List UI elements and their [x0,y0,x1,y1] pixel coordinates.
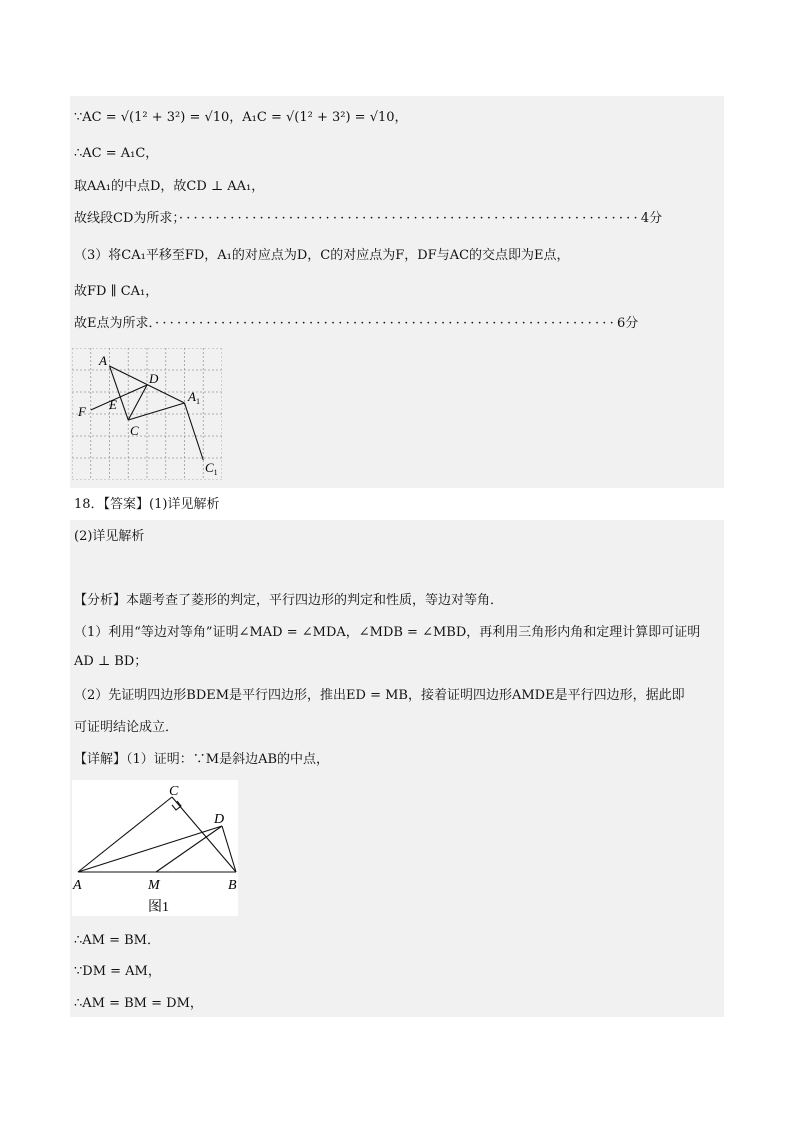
text-line [74,210,662,228]
text-line: 【分析】本题考查了菱形的判定，平行四边形的判定和性质，等边对等角． [74,593,504,608]
text-line: ∴AM = BM． [74,933,160,948]
text-fragment: 故线段CD为所求； [74,211,179,226]
figure-caption: 图1 [148,900,169,915]
text-line: （2）先证明四边形BDEM是平行四边形，推出ED = MB，接着证明四边形AMDE是平行四边形，据此即 [74,688,685,703]
text-line: ∴AM = BM = DM， [74,996,203,1011]
text-line: (2)详见解析 [74,529,145,544]
label-C1: $C_1$ [205,460,218,477]
label-E: E [109,397,117,412]
label-M: M [148,878,160,893]
label-A: A [73,878,82,893]
dot-leader: ······························································· [155,316,617,331]
label-D: D [214,812,225,827]
label-F: F [78,404,86,419]
text-line: ∵AC = √(1² + 3²) = √10，A₁C = √(1² + 3²) = √10， [74,110,408,125]
text-line: 【详解】（1）证明：∵M是斜边AB的中点， [74,752,330,767]
text-line: 可证明结论成立． [74,720,179,735]
text-line: ∴AC = A₁C， [74,146,159,161]
text-line [74,315,638,333]
dot-leader: ······························································· [178,211,641,226]
score: 4分 [640,211,663,226]
text-line: （3）将CA₁平移至FD，A₁的对应点为D，C的对应点为F，DF与AC的交点即为E点， [74,248,570,263]
text-line: 故FD ∥ CA₁， [74,284,159,299]
label-D: D [149,371,159,386]
score: 6分 [616,316,639,331]
text-fragment: 故E点为所求． [74,316,155,331]
label-C: C [130,423,139,438]
text-line: 取AA₁的中点D，故CD ⊥ AA₁， [74,179,265,194]
label-A1: $A_1$ [188,389,200,406]
label-B: B [228,878,237,893]
triangle-segments [78,797,236,872]
label-A: A [99,353,107,368]
triangle-figure-svg [72,780,238,916]
label-C: C [169,784,179,799]
answer-heading: 18．【答案】(1)详见解析 [74,497,220,512]
figure-1 [72,780,238,916]
text-line: ∵DM = AM， [74,964,161,979]
text-line: AD ⊥ BD； [74,654,148,669]
text-line: （1）利用“等边对等角”证明∠MAD = ∠MDA，∠MDB = ∠MBD，再利用三角形内角和定理计算即可证明 [74,625,701,640]
grid-figure [72,348,222,480]
